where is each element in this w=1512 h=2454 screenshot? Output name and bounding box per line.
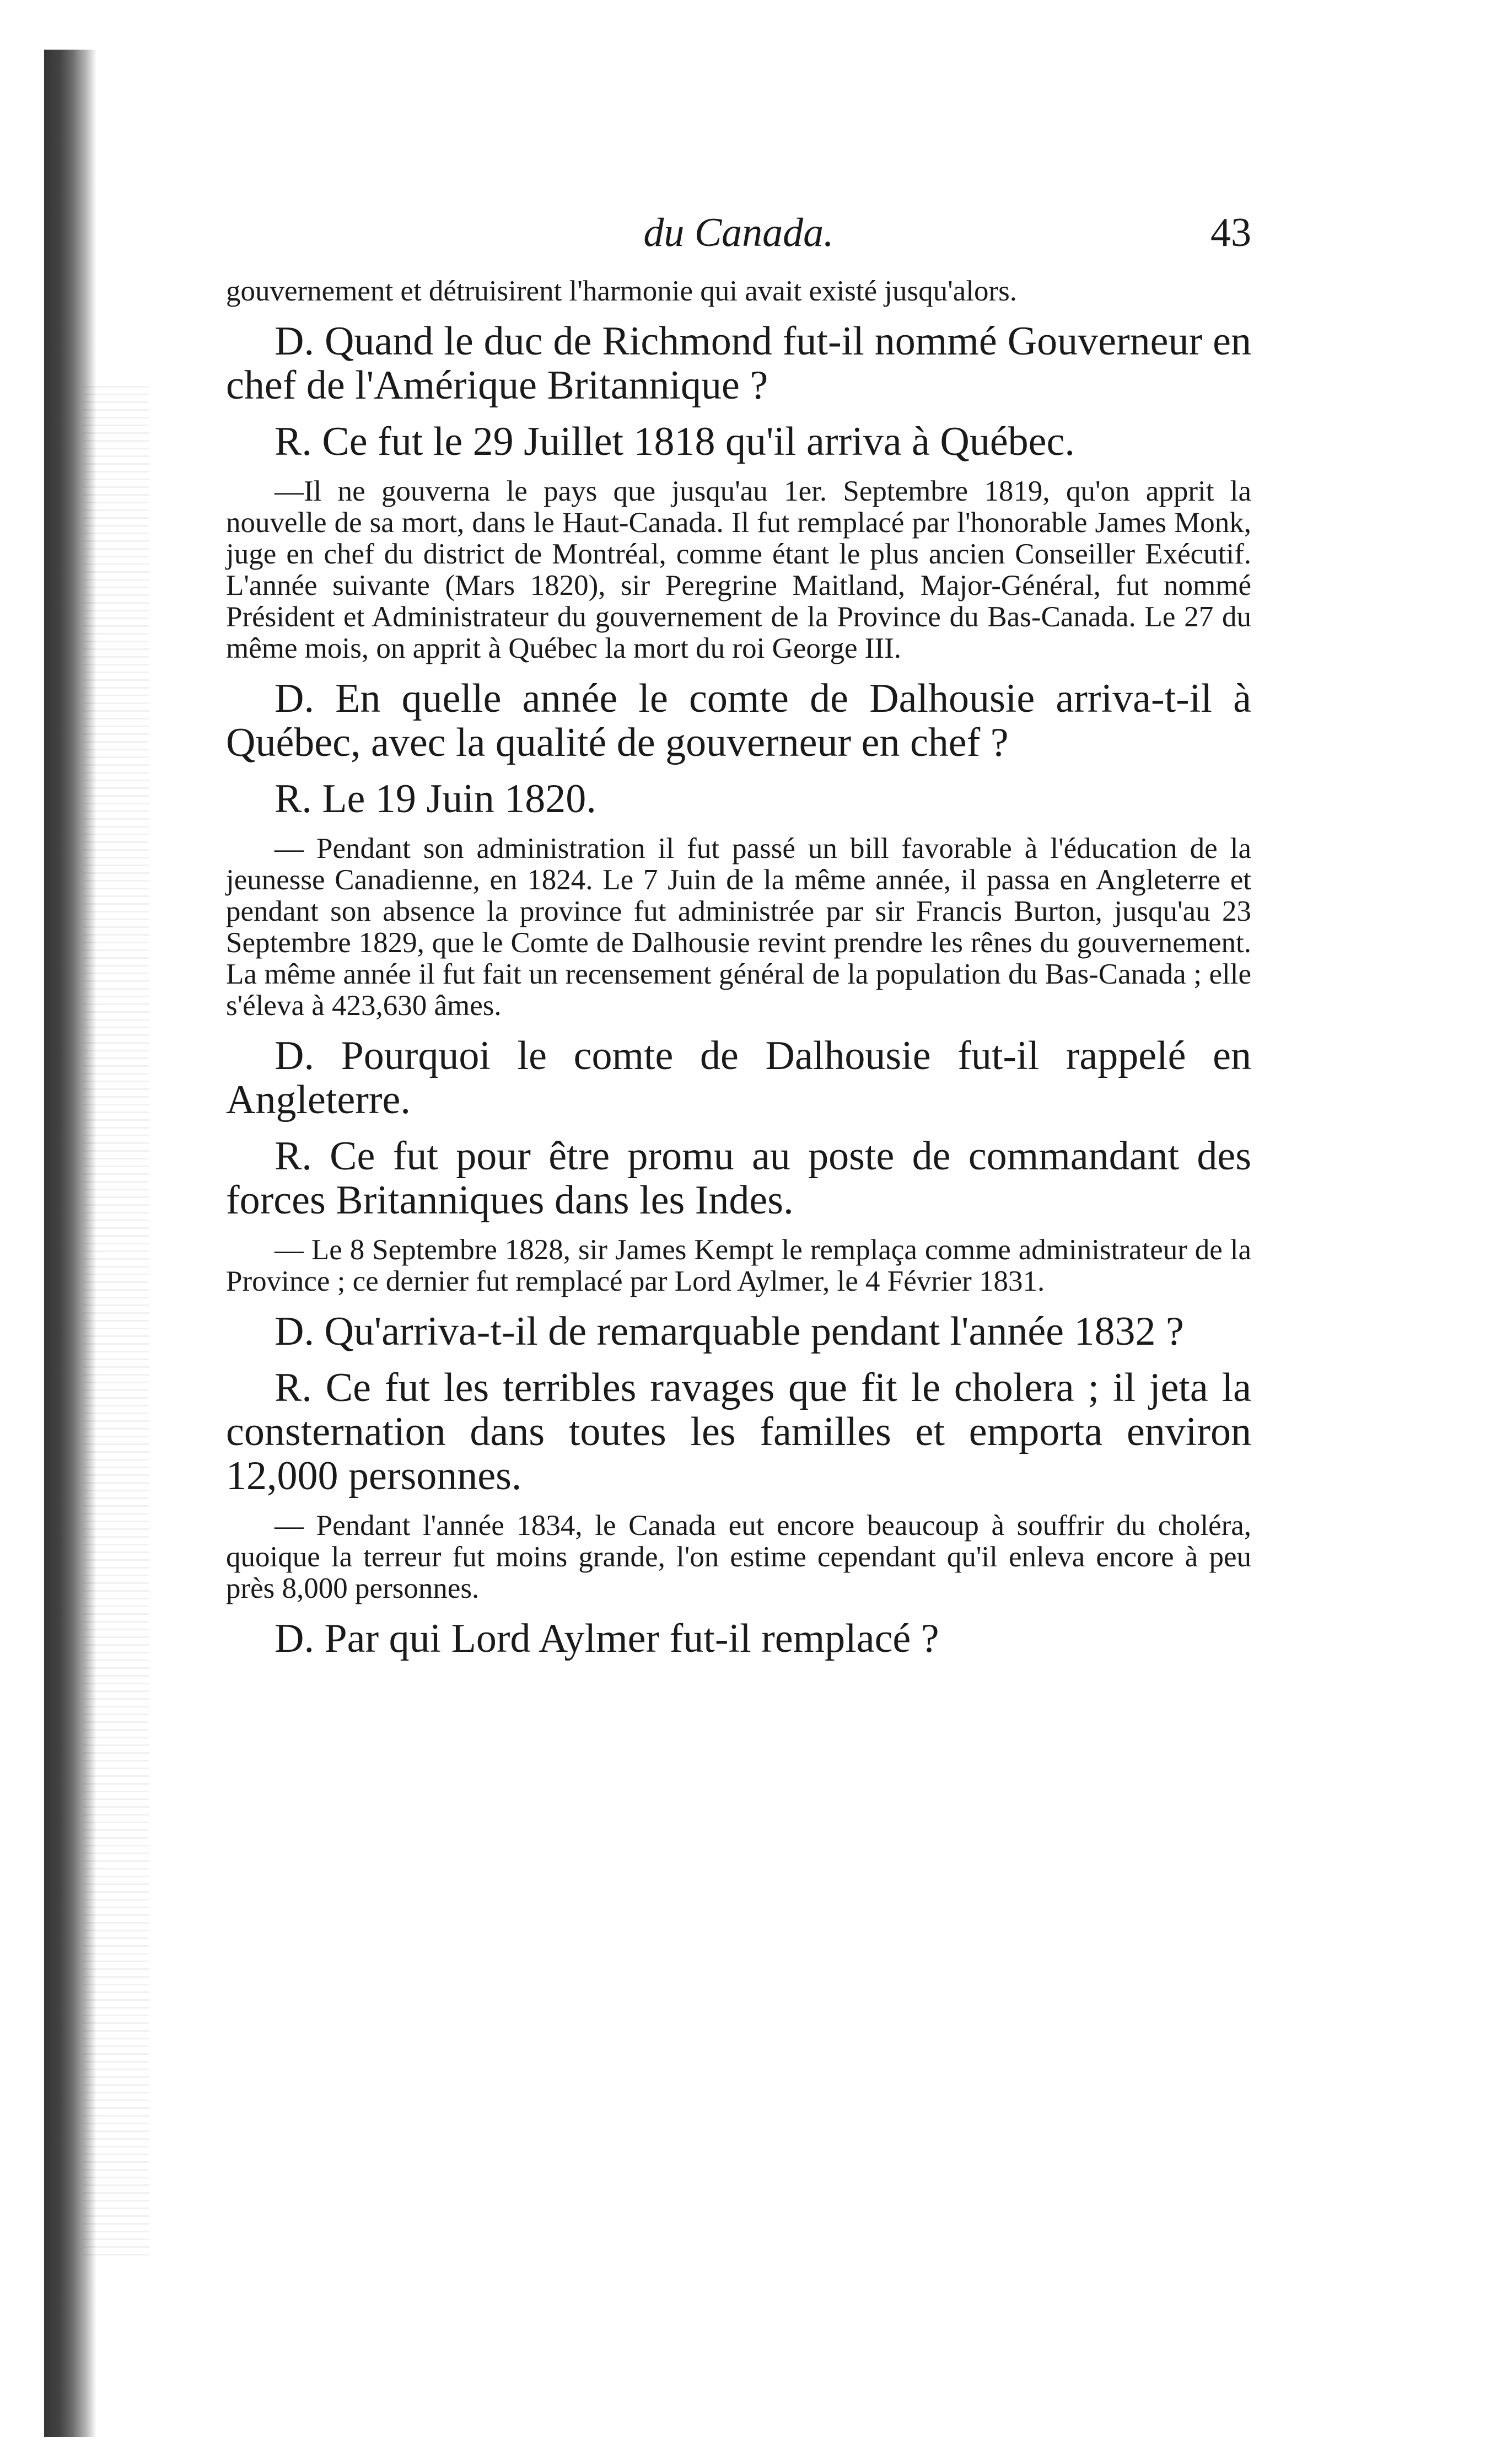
note-paragraph: — Pendant son administration il fut passé un bill favorable à l'éducation de la jeunesse Canadienne, en 1824. Le 7 Juin de la même année, il passa en Angleterre et pendant son absence la province fut administrée par sir Francis Burton, jusqu'au 23 Septembre 1829, que le Comte de Dalhousie revint prendre les rênes du gouvernement. La même année il fut fait un recensement général de la population du Bas-Canada ; elle s'éleva à 423,630 âmes. — [226, 833, 1251, 1022]
page-number: 43 — [1210, 210, 1251, 255]
book-page — [226, 210, 1251, 1661]
answer-paragraph: R. Ce fut les terribles ravages que fit le cholera ; il jeta la consternation dans toutes les familles et emporta environ 12,000 personnes. — [226, 1365, 1251, 1499]
running-title: du Canada. — [643, 210, 834, 255]
question-paragraph: D. Qu'arriva-t-il de remarquable pendant l'année 1832 ? — [275, 1309, 1184, 1354]
answer-paragraph: R. Ce fut le 29 Juillet 1818 qu'il arriva à Québec. — [275, 419, 1075, 464]
answer-paragraph: R. Ce fut pour être promu au poste de commandant des forces Britanniques dans les Indes. — [226, 1134, 1251, 1223]
note-paragraph: — Pendant l'année 1834, le Canada eut encore beaucoup à souffrir du choléra, quoique la terreur fut moins grande, l'on estime cependant qu'il enleva encore à peu près 8,000 personnes. — [226, 1510, 1251, 1604]
paragraph-continuation: gouvernement et détruisirent l'harmonie qui avait existé jusqu'alors. — [226, 275, 1017, 307]
question-paragraph: D. Quand le duc de Richmond fut-il nommé Gouverneur en chef de l'Amérique Britannique ? — [226, 319, 1251, 408]
note-paragraph: —Il ne gouverna le pays que jusqu'au 1er. Septembre 1819, qu'on apprit la nouvelle de sa mort, dans le Haut-Canada. Il fut remplacé par l'honorable James Monk, juge en chef du district de Montréal, comme étant le plus ancien Conseiller Exécutif. L'année suivante (Mars 1820), sir Peregrine Maitland, Major-Général, fut nommé Président et Administrateur du gouvernement de la Province du Bas-Canada. Le 27 du même mois, on apprit à Québec la mort du roi George III. — [226, 475, 1251, 664]
question-paragraph: D. Par qui Lord Aylmer fut-il remplacé ? — [275, 1616, 939, 1661]
binding-speckle — [83, 386, 149, 2260]
note-paragraph: — Le 8 Septembre 1828, sir James Kempt le remplaça comme administrateur de la Province ; ce dernier fut remplacé par Lord Aylmer, le 4 Février 1831. — [226, 1234, 1251, 1297]
running-head — [226, 210, 1251, 270]
question-paragraph: D. En quelle année le comte de Dalhousie arriva-t-il à Québec, avec la qualité de gouverneur en chef ? — [226, 676, 1251, 765]
answer-paragraph: R. Le 19 Juin 1820. — [275, 776, 596, 821]
question-paragraph: D. Pourquoi le comte de Dalhousie fut-il rappelé en Angleterre. — [226, 1033, 1251, 1123]
